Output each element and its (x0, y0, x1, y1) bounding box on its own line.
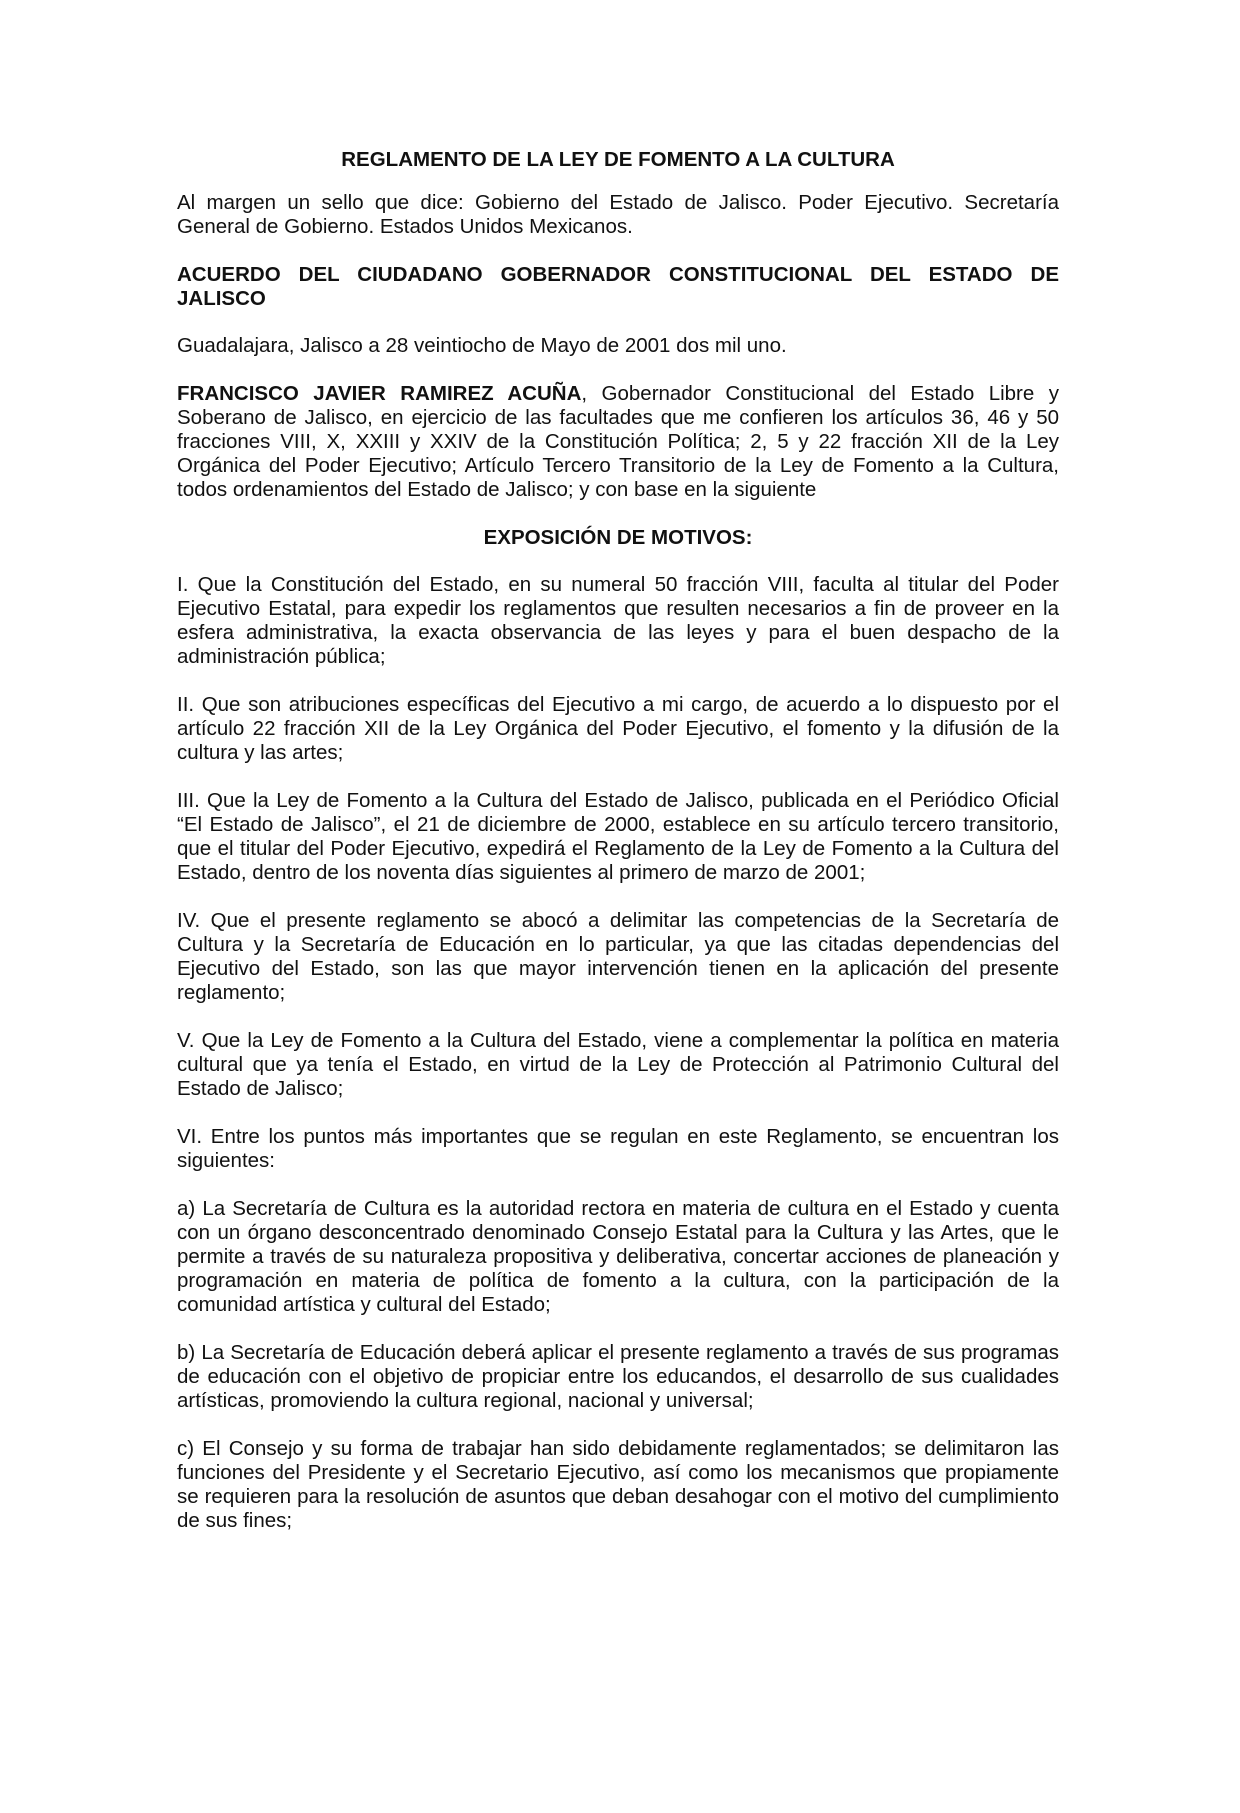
agreement-heading: ACUERDO DEL CIUDADANO GOBERNADOR CONSTITUCIONAL DEL ESTADO DE JALISCO (177, 263, 1059, 310)
motive-paragraph-vi: VI. Entre los puntos más importantes que se regulan en este Reglamento, se encuentran los siguientes: (177, 1125, 1059, 1172)
motive-item-a: a) La Secretaría de Cultura es la autoridad rectora en materia de cultura en el Estado y cuenta con un órgano desconcentrado denominado Consejo Estatal para la Cultura y las Artes, que le permite a través de su naturaleza propositiva y deliberativa, concertar acciones de planeación y programación en materia de política de fomento a la cultura, con la participación de la comunidad artística y cultural del Estado; (177, 1197, 1059, 1316)
document-title: REGLAMENTO DE LA LEY DE FOMENTO A LA CULTURA (341, 148, 895, 171)
motive-paragraph-i: I. Que la Constitución del Estado, en su numeral 50 fracción VIII, faculta al titular del Poder Ejecutivo Estatal, para expedir los reglamentos que resulten necesarios a fin de proveer en la esfera administrativa, la exacta observancia de las leyes y para el buen despacho de la administración pública; (177, 573, 1059, 668)
motive-paragraph-iv: IV. Que el presente reglamento se abocó a delimitar las competencias de la Secretaría de Cultura y la Secretaría de Educación en lo particular, ya que las citadas dependencias del Ejecutivo del Estado, son las que mayor intervención tienen en la aplicación del presente reglamento; (177, 909, 1059, 1004)
governor-name: FRANCISCO JAVIER RAMIREZ ACUÑA (177, 382, 582, 405)
governor-paragraph (177, 382, 1059, 502)
motives-heading: EXPOSICIÓN DE MOTIVOS: (483, 526, 753, 549)
motive-paragraph-iii: III. Que la Ley de Fomento a la Cultura del Estado de Jalisco, publicada en el Periódico Oficial “El Estado de Jalisco”, el 21 de diciembre de 2000, establece en su artículo tercero transitorio, que el titular del Poder Ejecutivo, expedirá el Reglamento de la Ley de Fomento a la Cultura del Estado, dentro de los noventa días siguientes al primero de marzo de 2001; (177, 789, 1059, 884)
governor-text: , Gobernador Constitucional del Estado Libre y Soberano de Jalisco, en ejercicio de las facultades que me confieren los artículos 36, 46 y 50 fracciones VIII, X, XXIII y XXIV de la Constitución Política; 2, 5 y 22 fracción XII de la Ley Orgánica del Poder Ejecutivo; Artículo Tercero Transitorio de la Ley de Fomento a la Cultura, todos ordenamientos del Estado de Jalisco; y con base en la siguiente (177, 382, 1059, 501)
motive-paragraph-ii: II. Que son atribuciones específicas del Ejecutivo a mi cargo, de acuerdo a lo dispuesto por el artículo 22 fracción XII de la Ley Orgánica del Poder Ejecutivo, el fomento y la difusión de la cultura y las artes; (177, 693, 1059, 764)
margin-note: Al margen un sello que dice: Gobierno del Estado de Jalisco. Poder Ejecutivo. Secretaría General de Gobierno. Estados Unidos Mexicanos. (177, 191, 1059, 238)
document-page (177, 148, 1059, 1557)
place-date: Guadalajara, Jalisco a 28 veintiocho de Mayo de 2001 dos mil uno. (177, 334, 787, 357)
motive-item-c: c) El Consejo y su forma de trabajar han sido debidamente reglamentados; se delimitaron las funciones del Presidente y el Secretario Ejecutivo, así como los mecanismos que propiamente se requieren para la resolución de asuntos que deban desahogar con el motivo del cumplimiento de sus fines; (177, 1437, 1059, 1532)
motive-paragraph-v: V. Que la Ley de Fomento a la Cultura del Estado, viene a complementar la política en materia cultural que ya tenía el Estado, en virtud de la Ley de Protección al Patrimonio Cultural del Estado de Jalisco; (177, 1029, 1059, 1100)
motive-item-b: b) La Secretaría de Educación deberá aplicar el presente reglamento a través de sus programas de educación con el objetivo de propiciar entre los educandos, el desarrollo de sus cualidades artísticas, promoviendo la cultura regional, nacional y universal; (177, 1341, 1059, 1412)
